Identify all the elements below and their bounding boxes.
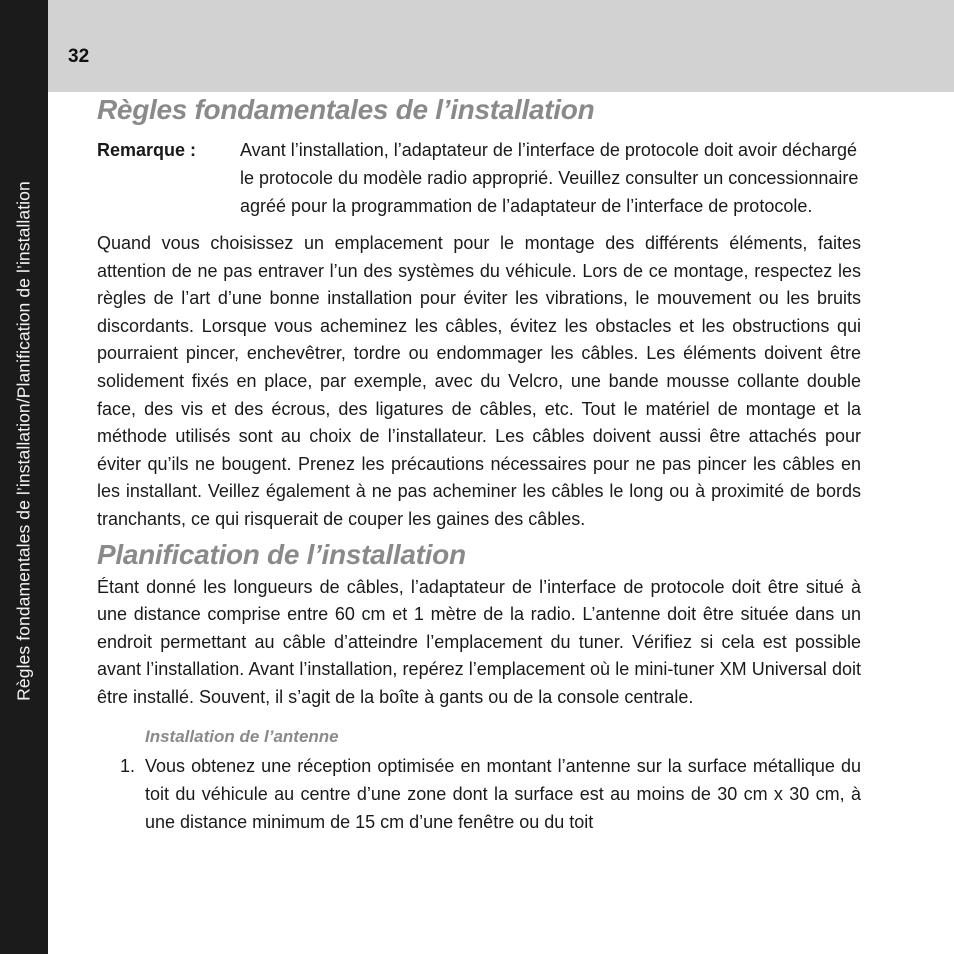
page-number: 32 [68, 46, 90, 67]
remark-note [97, 136, 861, 220]
subsection-title-antenna: Installation de l’antenne [145, 726, 339, 746]
remark-text: Avant l’installation, l’adaptateur de l’interface de protocole doit avoir déchargé le protocole du modèle radio approprié. Veuillez consulter un concessionnaire agréé pour la programmation de l’adaptateur de l’interface de protocole. [240, 140, 859, 216]
section-title-installation-rules: Règles fondamentales de l’installation [97, 94, 595, 125]
list-item-number: 1. [120, 755, 136, 776]
section-title-installation-planning: Planification de l’installation [97, 538, 466, 570]
header-bar [48, 0, 954, 92]
page-content [97, 93, 861, 836]
body-paragraph-mounting: Quand vous choisissez un emplacement pour le montage des différents éléments, faites attention de ne pas entraver l’un des systèmes du véhicule. Lors de ce montage, respectez les règles de l’art d’une bonne installation pour éviter les vibrations, le mouvement ou les bruits discordants. Lorsque vous acheminez les câbles, évitez les obstacles et les obstructions qui pourraient pincer, enchevêtrer, tordre ou endommager les câbles. Les éléments doivent être solidement fixés en place, par exemple, avec du Velcro, une bande mousse collante double face, des vis et des écrous, des ligatures de câbles, etc. Tout le matériel de montage et la méthode utilisés sont au choix de l’installateur. Les câbles doivent aussi être attachés pour éviter qu’ils ne bougent. Prenez les précautions nécessaires pour ne pas pincer les câbles en les installant. Veillez également à ne pas acheminer les câbles le long ou à proximité de bords tranchants, ce qui risquerait de couper les gaines des câbles. [97, 233, 861, 529]
side-tab [0, 0, 48, 954]
list-item [97, 752, 861, 836]
running-head: Règles fondamentales de l’installation/Planification de l’installation [13, 181, 34, 701]
remark-label: Remarque : [97, 140, 197, 160]
body-paragraph-planning: Étant donné les longueurs de câbles, l’adaptateur de l’interface de protocole doit être situé à une distance comprise entre 60 cm et 1 mètre de la radio. L’antenne doit être située dans un endroit permettant au câble d’atteindre l’emplacement du tuner. Vérifiez si cela est possible avant l’installation. Avant l’installation, repérez l’emplacement où le mini-tuner XM Universal doit être installé. Souvent, il s’agit de la boîte à gants ou de la console centrale. [97, 576, 861, 707]
list-item-text: Vous obtenez une réception optimisée en montant l’antenne sur la surface métallique du toit du véhicule au centre d’une zone dont la surface est au moins de 30 cm x 30 cm, à une distance minimum de 15 cm d’une fenêtre ou du toit [145, 755, 861, 832]
